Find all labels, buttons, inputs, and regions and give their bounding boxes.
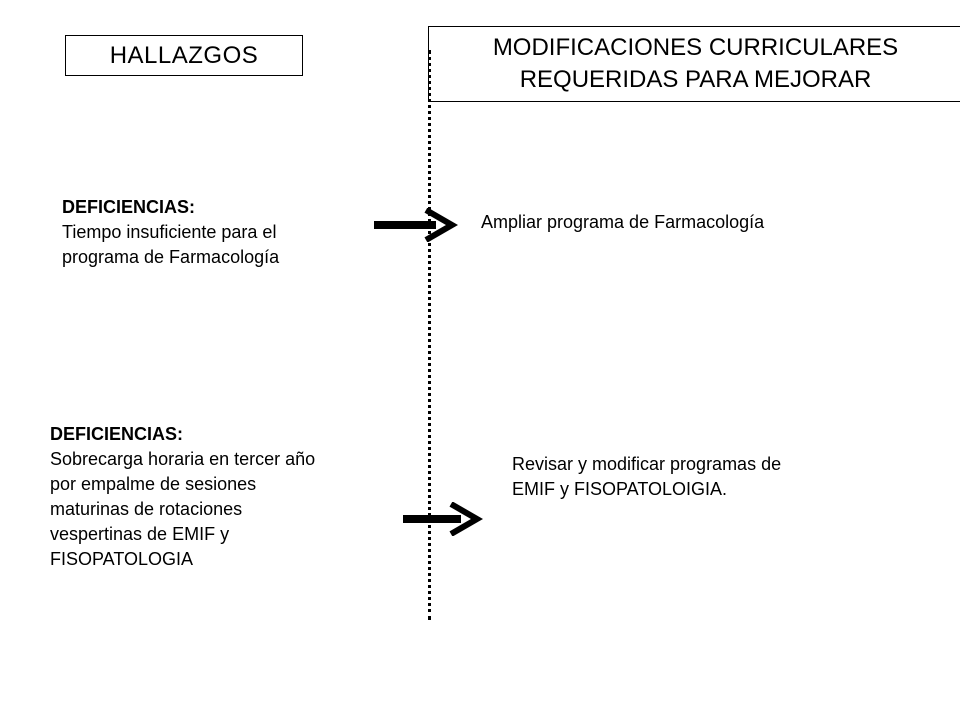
modification-text-2: Revisar y modificar programas de EMIF y FISOPATOLOIGIA. <box>512 454 782 499</box>
findings-header-title: HALLAZGOS <box>109 41 259 69</box>
finding-text-1: Tiempo insuficiente para el programa de Farmacología <box>62 222 280 267</box>
modifications-header-line-1: MODIFICACIONES CURRICULARES <box>492 34 899 61</box>
finding-block-2 <box>50 422 420 572</box>
finding-heading-2: DEFICIENCIAS: <box>50 424 184 444</box>
modification-text-1: Ampliar programa de Farmacología <box>481 212 765 232</box>
finding-heading-1: DEFICIENCIAS: <box>62 197 196 217</box>
modifications-header-line-2: REQUERIDAS PARA MEJORAR <box>519 66 872 93</box>
findings-header-box <box>65 35 303 76</box>
right-arrow-icon <box>403 502 483 536</box>
modifications-header-box <box>428 26 960 102</box>
finding-block-1 <box>62 195 382 270</box>
modifications-header-title <box>493 32 898 96</box>
right-arrow-icon <box>374 208 458 242</box>
finding-text-2: Sobrecarga horaria en tercer año por empalme de sesiones maturinas de rotaciones vespertinas de EMIF y FISOPATOLOGIA <box>50 449 316 569</box>
